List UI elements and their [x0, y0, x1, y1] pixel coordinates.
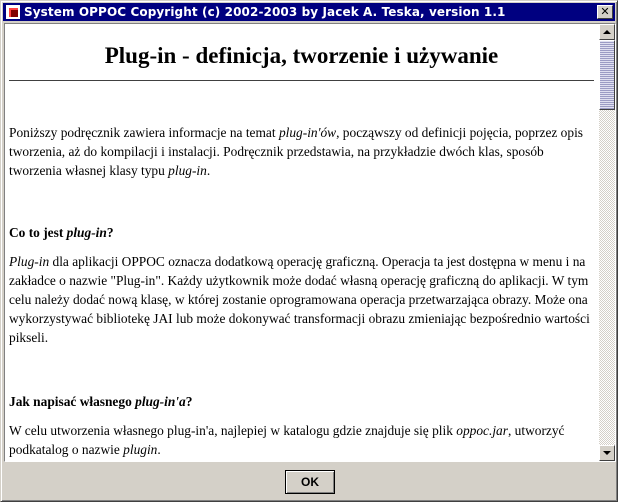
emphasized-term: oppoc.jar	[456, 423, 508, 438]
emphasized-term: plug-in	[168, 163, 207, 178]
intro-paragraph	[9, 123, 592, 180]
window-title: System OPPOC Copyright (c) 2002-2003 by Jacek A. Teska, version 1.1	[24, 5, 506, 19]
text-run: dla aplikacji OPPOC oznacza dodatkową operację graficzną. Operacja ta jest dostępna w menu i na zakładce o nazwie "Plug-in". Każdy użytkownik może dodać własną operację graficzną do aplikacji. W tym celu należy dodać nową klasę, w której zostanie oprogramowana operacja przetwarzająca obrazy. Może ona wykorzystywać bibliotekę JAI lub może dokonywać transformacji obrazu zmieniając bezpośrednio wartości pikseli.	[9, 254, 590, 345]
text-run: .	[157, 442, 161, 457]
help-document[interactable]	[5, 24, 598, 461]
section-heading-what-is-plugin	[9, 223, 114, 242]
text-run: , począwszy od definicji pojęcia, poprzez opis tworzenia, aż do kompilacji i instalacji. Podręcznik przedstawia, na przykładzie dwóch klas, sposób tworzenia własnej klasy typu	[9, 125, 583, 178]
section-body-what-is-plugin	[9, 252, 592, 347]
ok-button[interactable]: OK	[285, 470, 335, 494]
document-title: Plug-in - definicja, tworzenie i używanie	[104, 43, 499, 68]
emphasized-term: Plug-in	[9, 254, 50, 269]
text-run: Jak napisać własnego	[9, 394, 136, 409]
text-run: Co to jest	[9, 225, 67, 240]
emphasized-term: plug-in	[66, 225, 107, 240]
text-run: ?	[185, 394, 193, 409]
button-bar	[3, 463, 615, 499]
vertical-scrollbar[interactable]	[599, 24, 615, 461]
text-run: , utworzyć podkatalog o nazwie	[9, 423, 565, 457]
section-body-how-to-write	[9, 421, 592, 459]
title-bar[interactable]	[3, 3, 615, 21]
close-button[interactable]: ✕	[597, 5, 613, 19]
emphasized-term: plugin	[123, 442, 158, 457]
scrollbar-thumb[interactable]	[599, 40, 615, 110]
section-heading-how-to-write	[9, 392, 192, 411]
scroll-down-button[interactable]	[599, 445, 615, 461]
text-run: W celu utworzenia własnego plug-in'a, najlepiej w katalogu gdzie znajduje się plik	[9, 423, 457, 438]
text-run: ?	[106, 225, 114, 240]
text-run: .	[206, 163, 211, 178]
scroll-up-button[interactable]	[599, 24, 615, 40]
arrow-up-icon	[603, 30, 611, 34]
app-icon	[6, 5, 20, 19]
arrow-down-icon	[603, 451, 611, 455]
text-run: Poniższy podręcznik zawiera informacje na temat	[9, 125, 279, 140]
emphasized-term: plug-in'ów	[278, 125, 337, 140]
emphasized-term: plug-in'a	[135, 394, 186, 409]
help-content-frame	[4, 23, 616, 462]
title-divider	[9, 80, 594, 81]
